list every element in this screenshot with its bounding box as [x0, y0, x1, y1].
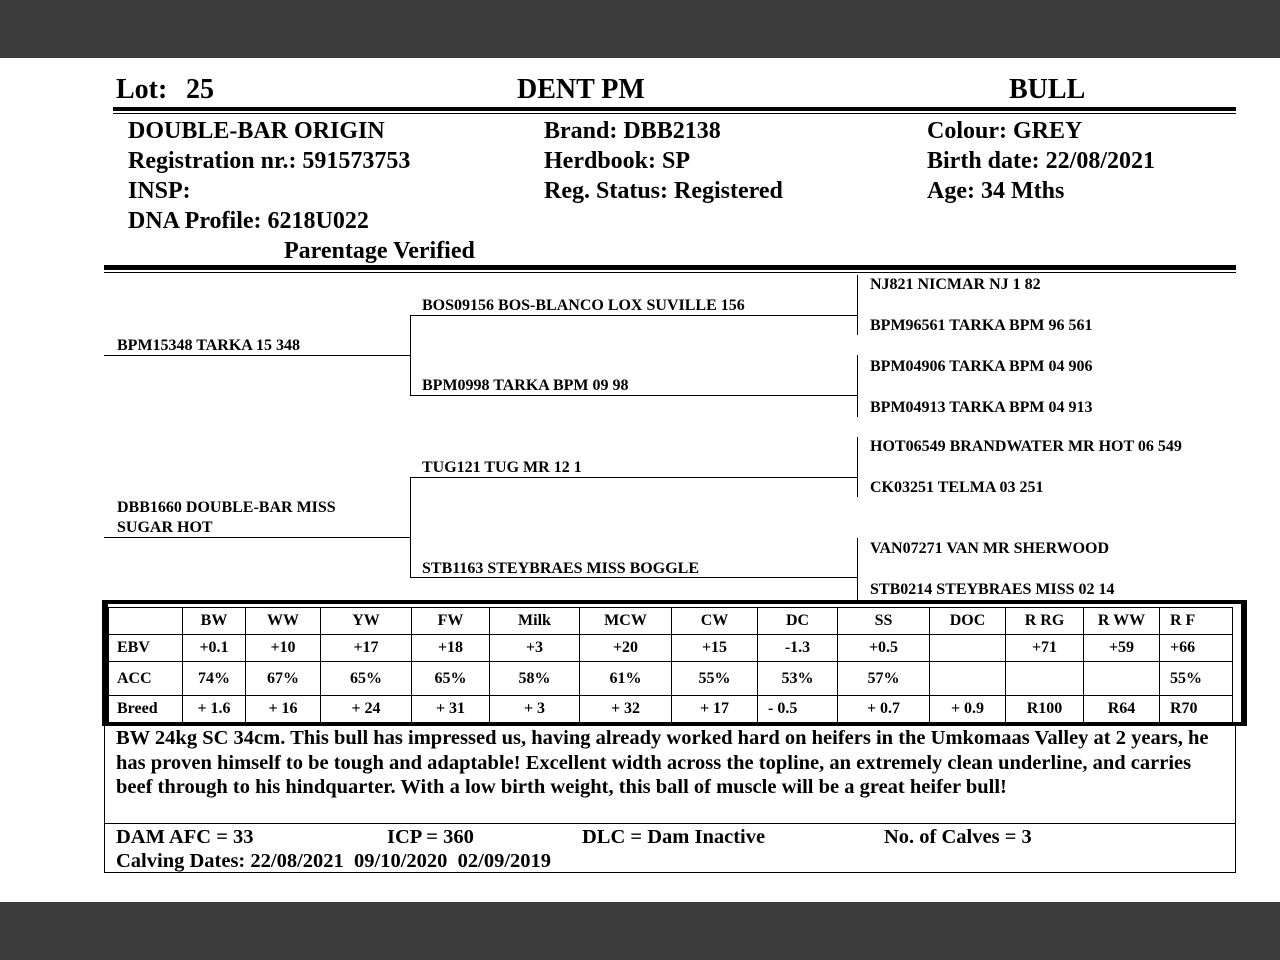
ebv-cell: + 0.9 — [930, 696, 1006, 723]
ebv-cell — [1084, 662, 1160, 696]
ebv-header-cell: WW — [246, 608, 321, 635]
pedigree-dam-line1: DBB1660 DOUBLE-BAR MISS — [117, 499, 336, 516]
ebv-header-cell: Milk — [490, 608, 580, 635]
ebv-cell: +10 — [246, 635, 321, 662]
ebv-row-acc — [109, 662, 1233, 696]
ebv-cell: +0.5 — [838, 635, 930, 662]
ebv-cell: + 3 — [490, 696, 580, 723]
registration-number: Registration nr.: 591573753 — [128, 148, 411, 174]
ebv-header-cell: BW — [183, 608, 246, 635]
ebv-header-cell: CW — [672, 608, 758, 635]
ebv-cell: + 31 — [412, 696, 490, 723]
ebv-cell: R64 — [1084, 696, 1160, 723]
sire-line — [104, 355, 410, 356]
pedigree-sire: BPM15348 TARKA 15 348 — [117, 337, 300, 354]
pedigree-sire-dam: BPM0998 TARKA BPM 09 98 — [422, 377, 629, 394]
ebv-cell: +17 — [321, 635, 412, 662]
dam-line — [104, 537, 410, 538]
ebv-header-cell: MCW — [580, 608, 672, 635]
calving-dates: Calving Dates: 22/08/2021 09/10/2020 02/09/2019 — [116, 850, 552, 872]
ebv-cell: 58% — [490, 662, 580, 696]
ebv-row-ebv — [109, 635, 1233, 662]
ebv-cell: 65% — [321, 662, 412, 696]
ebv-row-label: EBV — [109, 635, 183, 662]
insp-label: INSP: — [128, 178, 191, 204]
pedigree-sire-sire: BOS09156 BOS-BLANCO LOX SUVILLE 156 — [422, 297, 745, 314]
ebv-table — [108, 607, 1233, 723]
ebv-cell: +3 — [490, 635, 580, 662]
ebv-cell: R100 — [1006, 696, 1084, 723]
bottom-dark-band — [0, 902, 1280, 960]
dam-icp: ICP = 360 — [387, 826, 474, 848]
ebv-cell: +0.1 — [183, 635, 246, 662]
animal-description: BW 24kg SC 34cm. This bull has impressed us, having already worked hard on heifers in the Umkomaas Valley at 2 years, he has proven himself to be tough and adaptable! Excellent width across the topline, an extremely clean underline, and carries beef through to his hindquarter. With a low birth weight, this ball of muscle will be a great heifer bull! — [116, 727, 1209, 798]
animal-sex: BULL — [1009, 74, 1086, 105]
ebv-header-cell: R RG — [1006, 608, 1084, 635]
ebv-cell: 53% — [758, 662, 838, 696]
ebv-cell: R70 — [1160, 696, 1233, 723]
dam-calves: No. of Calves = 3 — [884, 826, 1032, 848]
dam-dlc: DLC = Dam Inactive — [582, 826, 766, 848]
ebv-cell — [930, 662, 1006, 696]
brand: Brand: DBB2138 — [544, 118, 721, 144]
pedigree-ggp-5: HOT06549 BRANDWATER MR HOT 06 549 — [870, 438, 1182, 455]
colour: Colour: GREY — [927, 118, 1083, 144]
pedigree-dam-dam: STB1163 STEYBRAES MISS BOGGLE — [422, 560, 699, 577]
lot-label: Lot: — [116, 74, 168, 105]
ebv-row-label: Breed — [109, 696, 183, 723]
notes-divider — [104, 823, 1236, 824]
ebv-cell: 67% — [246, 662, 321, 696]
ebv-cell: -1.3 — [758, 635, 838, 662]
ebv-cell: +18 — [412, 635, 490, 662]
pedigree-ggp-4: BPM04913 TARKA BPM 04 913 — [870, 399, 1093, 416]
ebv-cell: +71 — [1006, 635, 1084, 662]
ebv-header-cell: DC — [758, 608, 838, 635]
ebv-header-cell — [109, 608, 183, 635]
header-rule-thin — [113, 113, 1236, 114]
ebv-cell: +66 — [1160, 635, 1233, 662]
ebv-cell: +59 — [1084, 635, 1160, 662]
ggp-bracket-4 — [857, 538, 858, 600]
ebv-cell: + 17 — [672, 696, 758, 723]
dna-profile: DNA Profile: 6218U022 — [128, 208, 369, 234]
ebv-cell: 61% — [580, 662, 672, 696]
ebv-cell: 55% — [1160, 662, 1233, 696]
parentage-status: Parentage Verified — [284, 238, 475, 264]
sire-dam-line — [410, 395, 858, 396]
pedigree-ggp-2: BPM96561 TARKA BPM 96 561 — [870, 317, 1093, 334]
ebv-cell: +15 — [672, 635, 758, 662]
ebv-cell: - 0.5 — [758, 696, 838, 723]
ggp-bracket-3 — [857, 437, 858, 497]
pedigree-ggp-3: BPM04906 TARKA BPM 04 906 — [870, 358, 1093, 375]
pedigree-ggp-1: NJ821 NICMAR NJ 1 82 — [870, 276, 1041, 293]
ebv-cell — [1006, 662, 1084, 696]
ggp-bracket-2 — [857, 355, 858, 417]
ebv-header-cell: FW — [412, 608, 490, 635]
dam-afc: DAM AFC = 33 — [116, 826, 254, 848]
registration-status: Reg. Status: Registered — [544, 178, 783, 204]
ebv-cell: +20 — [580, 635, 672, 662]
sire-bracket — [410, 315, 411, 396]
ebv-cell: + 32 — [580, 696, 672, 723]
ebv-header-cell: SS — [838, 608, 930, 635]
birth-date: Birth date: 22/08/2021 — [927, 148, 1155, 174]
ebv-cell — [930, 635, 1006, 662]
dam-sire-line — [410, 477, 858, 478]
ebv-row-breed — [109, 696, 1233, 723]
ggp-bracket-1 — [857, 275, 858, 335]
pedigree-dam-line2: SUGAR HOT — [117, 519, 213, 536]
ebv-cell: 65% — [412, 662, 490, 696]
sire-sire-line — [410, 315, 858, 316]
details-rule-thick — [104, 265, 1236, 270]
ebv-header-cell: YW — [321, 608, 412, 635]
ebv-row-label: ACC — [109, 662, 183, 696]
animal-name: DENT PM — [517, 74, 645, 105]
ebv-cell: + 1.6 — [183, 696, 246, 723]
top-dark-band — [0, 0, 1280, 58]
herd-prefix: DOUBLE-BAR ORIGIN — [128, 118, 385, 144]
dam-dam-line — [410, 577, 858, 578]
herdbook: Herdbook: SP — [544, 148, 691, 174]
ebv-cell: + 24 — [321, 696, 412, 723]
details-rule-thin — [104, 272, 1236, 273]
ebv-cell: 55% — [672, 662, 758, 696]
age: Age: 34 Mths — [927, 178, 1065, 204]
pedigree-ggp-6: CK03251 TELMA 03 251 — [870, 479, 1044, 496]
pedigree-ggp-7: VAN07271 VAN MR SHERWOOD — [870, 540, 1110, 557]
pedigree-ggp-8: STB0214 STEYBRAES MISS 02 14 — [870, 581, 1115, 598]
pedigree-dam-sire: TUG121 TUG MR 12 1 — [422, 459, 582, 476]
ebv-header-cell: R F — [1160, 608, 1233, 635]
ebv-cell: + 0.7 — [838, 696, 930, 723]
ebv-cell: 57% — [838, 662, 930, 696]
ebv-header-cell: DOC — [930, 608, 1006, 635]
ebv-cell: 74% — [183, 662, 246, 696]
lot-number: 25 — [186, 74, 214, 105]
ebv-header-row — [109, 608, 1233, 635]
ebv-header-cell: R WW — [1084, 608, 1160, 635]
header-rule-thick — [113, 107, 1236, 111]
ebv-cell: + 16 — [246, 696, 321, 723]
dam-bracket — [410, 477, 411, 578]
